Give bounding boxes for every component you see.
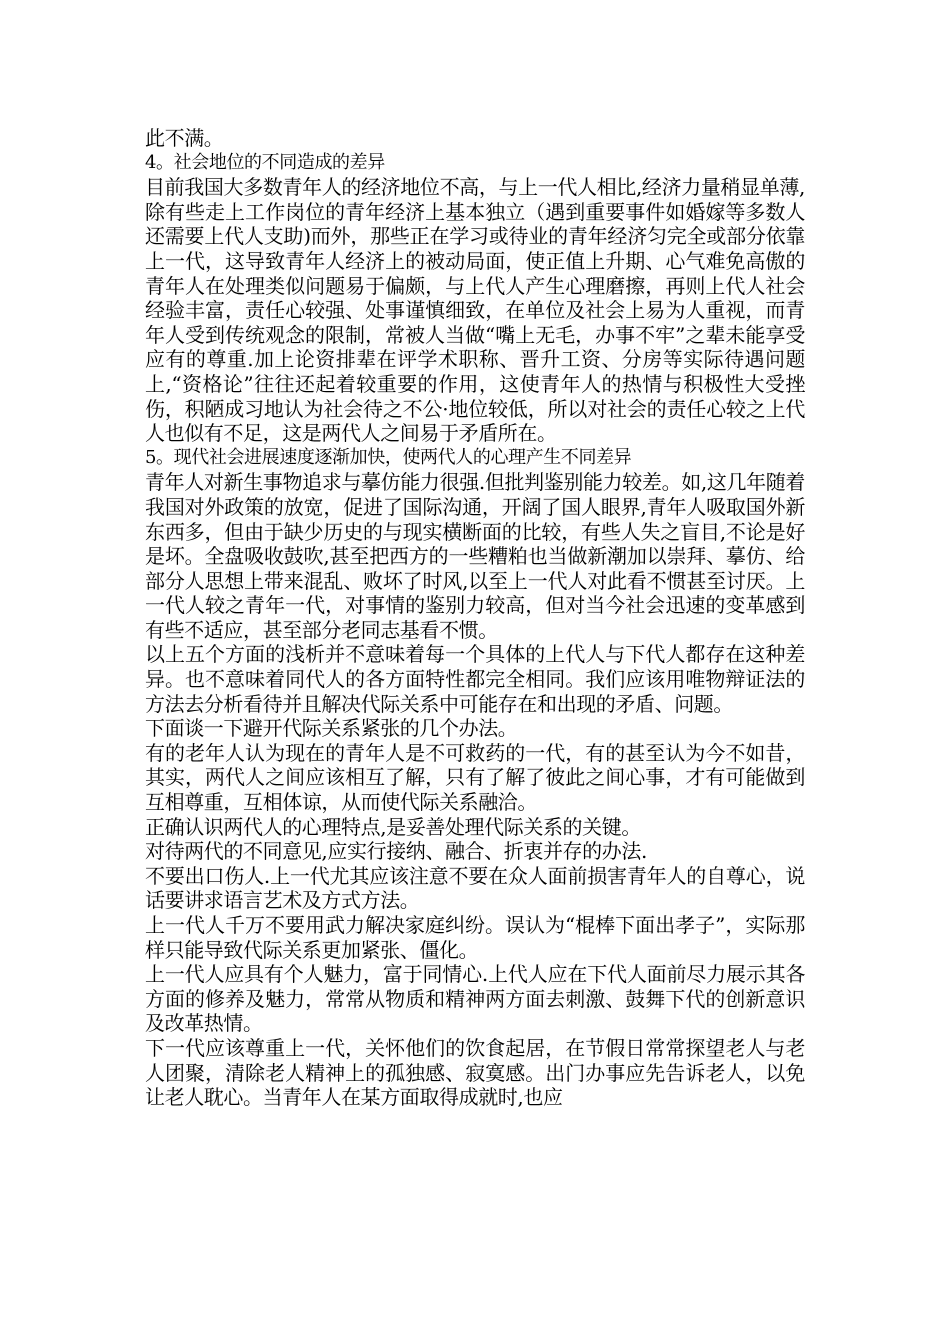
paragraph-no-violence: 上一代人千万不要用武力解决家庭纠纷。误认为“棍棒下面出孝子”，实际那样只能导致代际关系更加紧张、僵化。 [145, 913, 805, 962]
section-heading-5: 5。现代社会进展速度逐渐加快，使两代人的心理产生不同差异 [145, 446, 632, 468]
paragraph-personal-charm: 上一代人应具有个人魅力，富于同情心.上代人应在下代人面前尽力展示其各方面的修养及魅力，常常从物质和精神两方面去刺激、鼓舞下代的创新意识及改革热情。 [145, 962, 805, 1036]
paragraph-new-things: 青年人对新生事物追求与摹仿能力很强.但批判鉴别能力较差。如,这几年随着我国对外政策的放宽，促进了国际沟通，开阔了国人眼界,青年人吸取国外新东西多，但由于缺少历史的与现实横断面的比较，有些人失之盲目,不论是好是坏。全盘吸收鼓吹,甚至把西方的一些糟粕也当做新潮加以崇拜、摹仿、给部分人思想上带来混乱、败坏了时风,以至上一代人对此看不惯甚至讨厌。上一代人较之青年一代，对事情的鉴别力较高，但对当今社会迅速的变革感到有些不适应，甚至部分老同志基看不惯。 [145, 470, 805, 642]
paragraph-methods-intro: 下面谈一下避开代际关系紧张的几个办法。 [145, 716, 518, 741]
section-heading-4: 4。社会地位的不同造成的差异 [145, 151, 385, 173]
paragraph-accept-differences: 对待两代的不同意见,应实行接纳、融合、折衷并存的办法. [145, 839, 647, 864]
paragraph-psychology-key: 正确认识两代人的心理特点,是妥善处理代际关系的关键。 [145, 814, 641, 839]
document-page [145, 126, 805, 1110]
paragraph-summary: 以上五个方面的浅析并不意味着每一个具体的上代人与下代人都存在这种差异。也不意味着同代人的各方面特性都完全相同。我们应该用唯物辩证法的方法去分析看待并且解决代际关系中可能存在和出现的矛盾、问题。 [145, 642, 805, 716]
paragraph-intro-tail: 此不满。 [145, 126, 224, 150]
paragraph-mutual-understanding: 有的老年人认为现在的青年人是不可救药的一代，有的甚至认为今不如昔，其实，两代人之间应该相互了解，只有了解了彼此之间心事，才有可能做到互相尊重，互相体谅，从而使代际关系融洽。 [145, 740, 805, 815]
paragraph-respect-elders: 下一代应该尊重上一代，关怀他们的饮食起居，在节假日常常探望老人与老人团聚，清除老人精神上的孤独感、寂寞感。出门办事应先告诉老人，以免让老人耽心。当青年人在某方面取得成就时,也应 [145, 1035, 805, 1110]
paragraph-no-hurtful-words: 不要出口伤人.上一代尤其应该注意不要在众人面前损害青年人的自尊心，说话要讲求语言艺术及方式方法。 [145, 863, 805, 913]
paragraph-social-status: 目前我国大多数青年人的经济地位不高，与上一代人相比,经济力量稍显单薄,除有些走上工作岗位的青年经济上基本独立（遇到重要事件如婚嫁等多数人还需要上代人支助)而外，那些正在学习或待业的青年经济匀完全或部分依靠上一代，这导致青年人经济上的被动局面，使正值上升期、心气难免高傲的青年人在处理类似问题易于偏颇，与上代人产生心理磨擦，再则上代人社会经验丰富，责任心较强、处事谨慎细致，在单位及社会上易为人重视，而青年人受到传统观念的限制，常被人当做“嘴上无毛，办事不牢”之辈未能享受应有的尊重.加上论资排辈在评学术职称、晋升工资、分房等实际待遇问题上,“资格论”往往还起着较重要的作用，这使青年人的热情与积极性大受挫伤，积陋成习地认为社会待之不公·地位较低，所以对社会的责任心较之上代人也似有不足，这是两代人之间易于矛盾所在。 [145, 175, 805, 446]
